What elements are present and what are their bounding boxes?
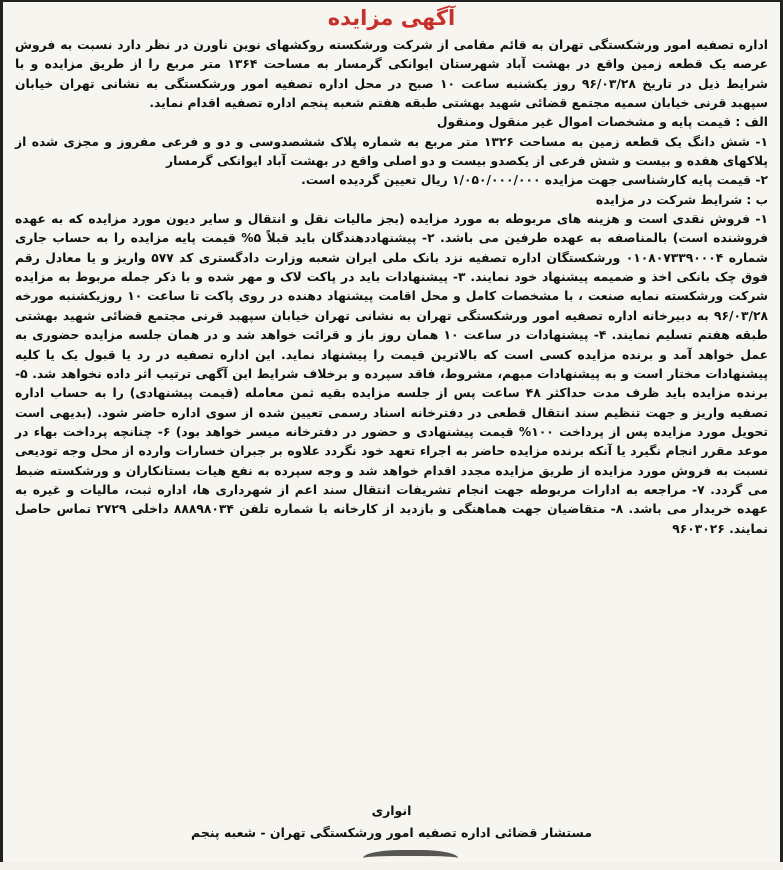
signature-block: [15, 800, 768, 844]
intro-paragraph: اداره تصفیه امور ورشکستگی تهران به قائم مقامی از شرکت ورشکسته روکشهای نوین ناورن در نظر دارد نسبت به فروش عرصه یک قطعه زمین واقع در بهشت آباد شهرستان ایوانکی گرمسار به مساحت ۱۳۶۴ متر مربع را از طریق مزایده و با شرایط ذیل در تاریخ ۹۶/۰۳/۲۸ روز یکشنبه ساعت ۱۰ صبح در محل اداره تصفیه امور ورشکستگی به نشانی تهران خیابان سپهبد قرنی خیابان سمیه مجتمع قضائی شهید بهشتی طبقه هفتم شعبه پنجم اداره تصفیه اقدام نماید.: [15, 38, 769, 111]
item-a2: ۲- قیمت پایه کارشناسی جهت مزایده ۱/۰۵۰/۰۰۰/۰۰۰ ریال تعیین گردیده است.: [301, 173, 768, 188]
notice-body: [15, 36, 768, 539]
section-b-title: ب : شرایط شرکت در مزایده: [595, 192, 768, 207]
section-a-title: الف : قیمت پایه و مشخصات اموال غیر منقول ومنقول: [436, 115, 768, 130]
notice-title: آگهی مزایده: [327, 6, 456, 30]
cropped-logo-fragment: [363, 850, 458, 870]
conditions-paragraph: ۱- فروش نقدی است و هزینه های مربوطه به مورد مزایده (بجز مالیات نقل و انتقال و سایر دیون مورد مزایده که به عهده فروشنده است) بالمناصفه به عهده طرفین می باشد. ۲- پیشنهاددهندگان باید قبلاً ۵% قیمت پایه مزایده را به حساب جاری شماره ۰۱۰۸۰۷۳۳۹۰۰۰۴ ورشکستگان اداره تصفیه نزد بانک ملی ایران شعبه وزارت دادگستری کد ۵۷۷ واریز و یا معادل رقم فوق چک بانکی اخذ و ضمیمه پیشنهاد خود نمایند. ۳- پیشنهادات باید در پاکت لاک و مهر شده و با ذکر جمله مربوط به مزایده شرکت ورشکسته نمایه صنعت ، با مشخصات کامل و محل اقامت پیشنهاد دهنده در روی پاکت تا ساعت ۱۰ روزیکشنبه مورخه ۹۶/۰۳/۲۸ به دبیرخانه اداره تصفیه امور ورشکستگی تهران به نشانی تهران خیابان سپهبد قرنی مجتمع قضائی شهید بهشتی طبقه هفتم تسلیم نمایند. ۴- پیشنهادات در ساعت ۱۰ همان روز باز و قرائت خواهد شد و در همان جلسه مزایده حضوری به عمل خواهد آمد و برنده مزایده کسی است که بالاترین قیمت را پیشنهاد نماید. این اداره تصفیه در رد یا قبول یک یا کلیه پیشنهادات مختار است و به پیشنهادات مبهم، مشروط، فاقد سپرده و برخلاف شرایط این آگهی ترتیب اثر داده نخواهد شد. ۵- برنده مزایده باید ظرف مدت حداکثر ۴۸ ساعت پس از جلسه مزایده بقیه ثمن معامله (قیمت پیشنهادی) را به حساب اداره تصفیه واریز و جهت تنظیم سند انتقال قطعی در دفترخانه اسناد رسمی تعیین شده از سوی اداره حاضر شود. (بدیهی است تحویل مورد مزایده پس از پرداخت ۱۰۰% قیمت پیشنهادی و حضور در دفترخانه میسر خواهد بود) ۶- چنانچه پرداخت بهاء در موعد مقرر انجام نگیرد یا آنکه برنده مزایده حاضر به اجراء تعهد خود نگردد علاوه بر جبران خسارات وارده از محل وجه تودیعی نسبت به فروش مورد مزایده از طریق مزایده مجدد اقدام خواهد شد و وجه سپرده به نفع هیات بستانکاران و ورشکسته ضبط می گردد. ۷- مراجعه به ادارات مربوطه جهت انجام تشریفات انتقال سند اعم از شهرداری ها، اداره ثبت، مالیات و غیره به عهده خریدار می باشد. ۸- متقاضیان جهت هماهنگی و بازدید از کارخانه با شماره تلفن ۸۸۸۹۸۰۳۴ داخلی ۲۷۲۹ تماس حاصل نمایند. ۹۶۰۳۰۲۶: [15, 212, 769, 536]
signature-title: مستشار قضائی اداره تصفیه امور ورشکستگی تهران - شعبه پنجم: [191, 825, 592, 840]
signature-name: انواری: [371, 803, 412, 818]
item-a1: ۱- شش دانگ یک قطعه زمین به مساحت ۱۳۲۶ متر مربع به شماره پلاک ششصدوسی و دو و فرعی مفروز و مجزی شده از پلاکهای هفده و بیست و شش فرعی از یکصدو بیست و دو اصلی واقع در بهشت آباد ایوانکی گرمسار: [15, 134, 768, 169]
